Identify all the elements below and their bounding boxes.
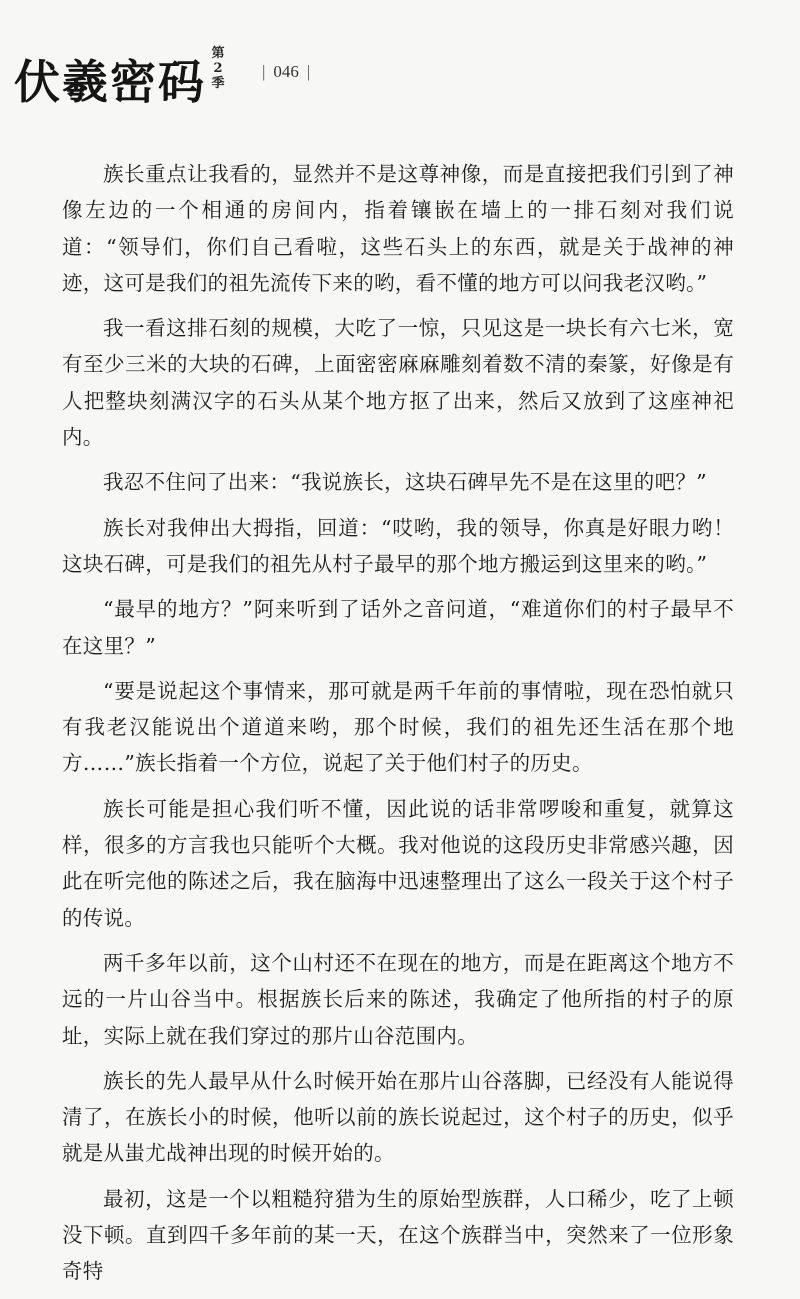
season-char: 第 <box>211 46 225 61</box>
paragraph: 最初，这是一个以粗糙狩猎为生的原始型族群，人口稀少，吃了上顿没下顿。直到四千多年前的某一天，在这个族群当中，突然来了一位形象奇特 <box>62 1186 734 1284</box>
paragraph: 我一看这排石刻的规模，大吃了一惊，只见这是一块长有六七米，宽有至少三米的大块的石碑，上面密密麻麻雕刻着数不清的秦篆，好像是有人把整块刻满汉字的石头从某个地方抠了出来，然后又放到了这座神祀内。 <box>62 316 734 450</box>
season-char: 季 <box>211 76 225 91</box>
season-label <box>210 46 226 91</box>
paragraph: 族长对我伸出大拇指，回道：“哎哟，我的领导，你真是好眼力哟！这块石碑，可是我们的祖先从村子最早的那个地方搬运到这里来的哟。” <box>62 515 734 576</box>
paragraph: “最早的地方？”阿来听到了话外之音问道，“难道你们的村子最早不在这里？” <box>62 597 734 658</box>
page-number-box <box>254 62 318 82</box>
paragraph: 族长可能是担心我们听不懂，因此说的话非常啰唆和重复，就算这样，很多的方言我也只能听个大概。我对他说的这段历史非常感兴趣，因此在听完他的陈述之后，我在脑海中迅速整理出了这么一段关于这个村子的传说。 <box>62 796 734 930</box>
paragraph: 两千多年以前，这个山村还不在现在的地方，而是在距离这个地方不远的一片山谷当中。根据族长后来的陈述，我确定了他所指的村子的原址，实际上就在我们穿过的那片山谷范围内。 <box>62 950 734 1048</box>
book-title: 伏羲密码 <box>14 55 206 109</box>
page-number-divider-left: | <box>262 62 266 81</box>
paragraph: “要是说起这个事情来，那可就是两千年前的事情啦，现在恐怕就只有我老汉能说出个道道来哟，那个时候，我们的祖先还生活在那个地方……”族长指着一个方位，说起了关于他们村子的历史。 <box>62 678 734 776</box>
paragraph: 族长重点让我看的，显然并不是这尊神像，而是直接把我们引到了神像左边的一个相通的房间内，指着镶嵌在墙上的一排石刻对我们说道：“领导们，你们自己看啦，这些石头上的东西，就是关于战神的神迹，这可是我们的祖先流传下来的哟，看不懂的地方可以问我老汉哟。” <box>62 162 734 295</box>
paragraph: 族长的先人最早从什么时候开始在那片山谷落脚，已经没有人能说得清了，在族长小的时候，他听以前的族长说起过，这个村子的历史，似乎就是从蚩尤战神出现的时候开始的。 <box>62 1068 734 1166</box>
page-number-divider-right: | <box>306 62 311 81</box>
page-number: 046 <box>273 62 299 81</box>
paragraph: 我忍不住问了出来：“我说族长，这块石碑早先不是在这里的吧？” <box>103 470 707 495</box>
body-text <box>62 156 734 1299</box>
season-char: 2 <box>213 61 223 76</box>
